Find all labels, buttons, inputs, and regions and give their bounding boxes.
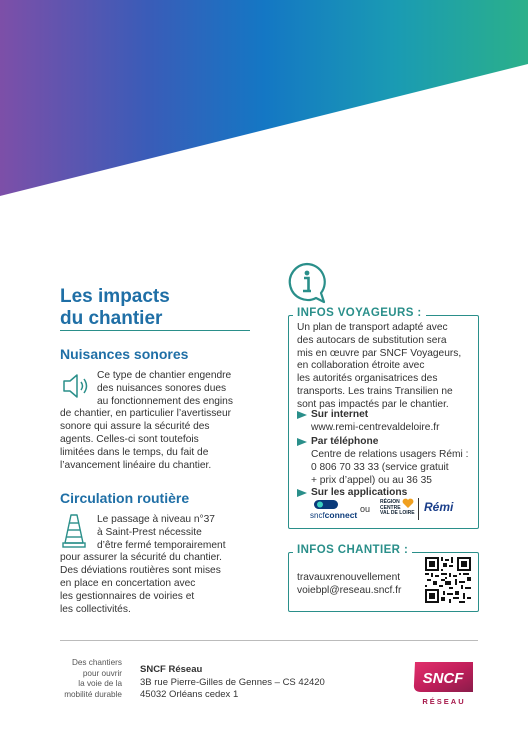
- sncf-logo-text: SNCF: [422, 670, 464, 687]
- logo-reseau-text: RÉSEAU: [422, 697, 466, 706]
- impacts-title: [60, 286, 170, 330]
- arrow-bullet-icon: [297, 438, 307, 446]
- circulation-line-1: Le passage à niveau n°37: [97, 514, 215, 525]
- app-logos: [310, 500, 470, 522]
- footer-address-line2: 45032 Orléans cedex 1: [140, 689, 239, 700]
- remi-logo[interactable]: Rémi: [424, 500, 454, 514]
- circulation-line-2: à Saint-Prest nécessite: [97, 526, 202, 538]
- nuisances-heading: Nuisances sonores: [60, 346, 189, 362]
- phone-label: Par téléphone: [311, 436, 379, 447]
- internet-label: Sur internet: [311, 409, 369, 420]
- circulation-line-6: en place en concertation avec: [60, 578, 196, 589]
- tagline-line-2: pour ouvrir: [82, 668, 122, 678]
- tagline-line-4: mobilité durable: [64, 689, 122, 699]
- info-bubble-icon: [286, 262, 328, 304]
- region-line-1: RÉGION: [380, 499, 400, 505]
- sncf-word: sncf: [310, 511, 325, 520]
- voyageurs-intro-4: en collaboration étroite avec: [297, 360, 425, 372]
- speaker-icon: [62, 373, 92, 399]
- sncf-connect-logo-icon: [314, 500, 338, 509]
- nuisances-line-3: au fonctionnement des engins: [97, 395, 233, 407]
- nuisances-line-4: de chantier, en particulier l’avertisseur: [60, 408, 232, 420]
- traffic-cone-icon: [62, 513, 86, 549]
- circulation-line-4: pour assurer la sécurité du chantier.: [60, 552, 222, 564]
- voyageurs-intro-1: Un plan de transport adapté avec: [297, 322, 448, 333]
- nuisances-line-1: Ce type de chantier engendre: [97, 370, 232, 381]
- region-heart-icon: [402, 498, 414, 509]
- connect-word: connect: [324, 510, 358, 520]
- circulation-line-8: les collectivités.: [60, 603, 131, 615]
- header-gradient-banner: [0, 0, 528, 200]
- apps-label: Sur les applications: [311, 487, 408, 498]
- nuisances-line-5: sonore qui assure la sécurité des: [60, 421, 210, 433]
- circulation-line-3: d’être fermé temporairement: [97, 539, 226, 551]
- region-line-2: CENTRE: [380, 504, 401, 511]
- footer-address-line1: 3B rue Pierre-Gilles de Gennes – CS 42420: [140, 676, 325, 688]
- circulation-line-5: Des déviations routières sont mises: [60, 565, 221, 577]
- voyageurs-intro-7: sont pas impactés par le chantier.: [297, 398, 449, 410]
- voyageurs-intro-2: des autocars de substitution sera: [297, 334, 447, 346]
- apps-divider: [418, 498, 419, 520]
- arrow-bullet-icon: [297, 411, 307, 419]
- phone-line-3: + prix d’appel) ou au 36 35: [311, 474, 432, 486]
- tagline-line-1: Des chantiers: [71, 658, 122, 667]
- infos-chantier-label: INFOS CHANTIER :: [293, 544, 412, 556]
- qr-code[interactable]: [425, 557, 471, 603]
- region-line-3: VAL DE LOIRE: [380, 510, 415, 516]
- apps-or-text: ou: [360, 504, 371, 514]
- nuisances-line-8: l’avancement linéaire du chantier.: [60, 459, 212, 471]
- footer-address: [140, 664, 325, 702]
- nuisances-line-7: limitées dans le temps, du fait de: [60, 446, 209, 458]
- nuisances-line-6: agents. Celles-ci sont toutefois: [60, 434, 199, 445]
- nuisances-line-2: des nuisances sonores dues: [97, 382, 227, 394]
- footer-org: SNCF Réseau: [140, 664, 203, 675]
- voyageurs-intro-3: mis en œuvre par SNCF Voyageurs,: [297, 347, 462, 359]
- circulation-line-7: les gestionnaires de voiries et: [60, 590, 195, 602]
- impacts-title-line2: du chantier: [60, 308, 163, 329]
- voyageurs-intro-5: les autorités organisatrices des: [297, 373, 438, 385]
- arrow-bullet-icon: [297, 489, 307, 497]
- circulation-heading: Circulation routière: [60, 490, 190, 506]
- chantier-email-line1[interactable]: travauxrenouvellement: [297, 572, 401, 583]
- footer-tagline: [56, 658, 122, 700]
- impacts-title-line1: Les impacts: [60, 286, 170, 307]
- voyageurs-intro-6: transports. Les trains Transilien ne: [297, 386, 453, 397]
- infos-voyageurs-label: INFOS VOYAGEURS :: [293, 307, 426, 319]
- internet-url-link[interactable]: www.remi-centrevaldeloire.fr: [311, 422, 440, 433]
- phone-line-1: Centre de relations usagers Rémi :: [311, 449, 469, 460]
- footer-divider: [60, 640, 478, 641]
- phone-line-2: 0 806 70 33 33 (service gratuit: [311, 461, 449, 473]
- tagline-line-3: la voie de la: [78, 679, 122, 688]
- title-divider: [60, 330, 250, 331]
- chantier-email-line2[interactable]: voiebpl@reseau.sncf.fr: [297, 584, 402, 596]
- sncf-connect-wordmark[interactable]: [310, 510, 357, 520]
